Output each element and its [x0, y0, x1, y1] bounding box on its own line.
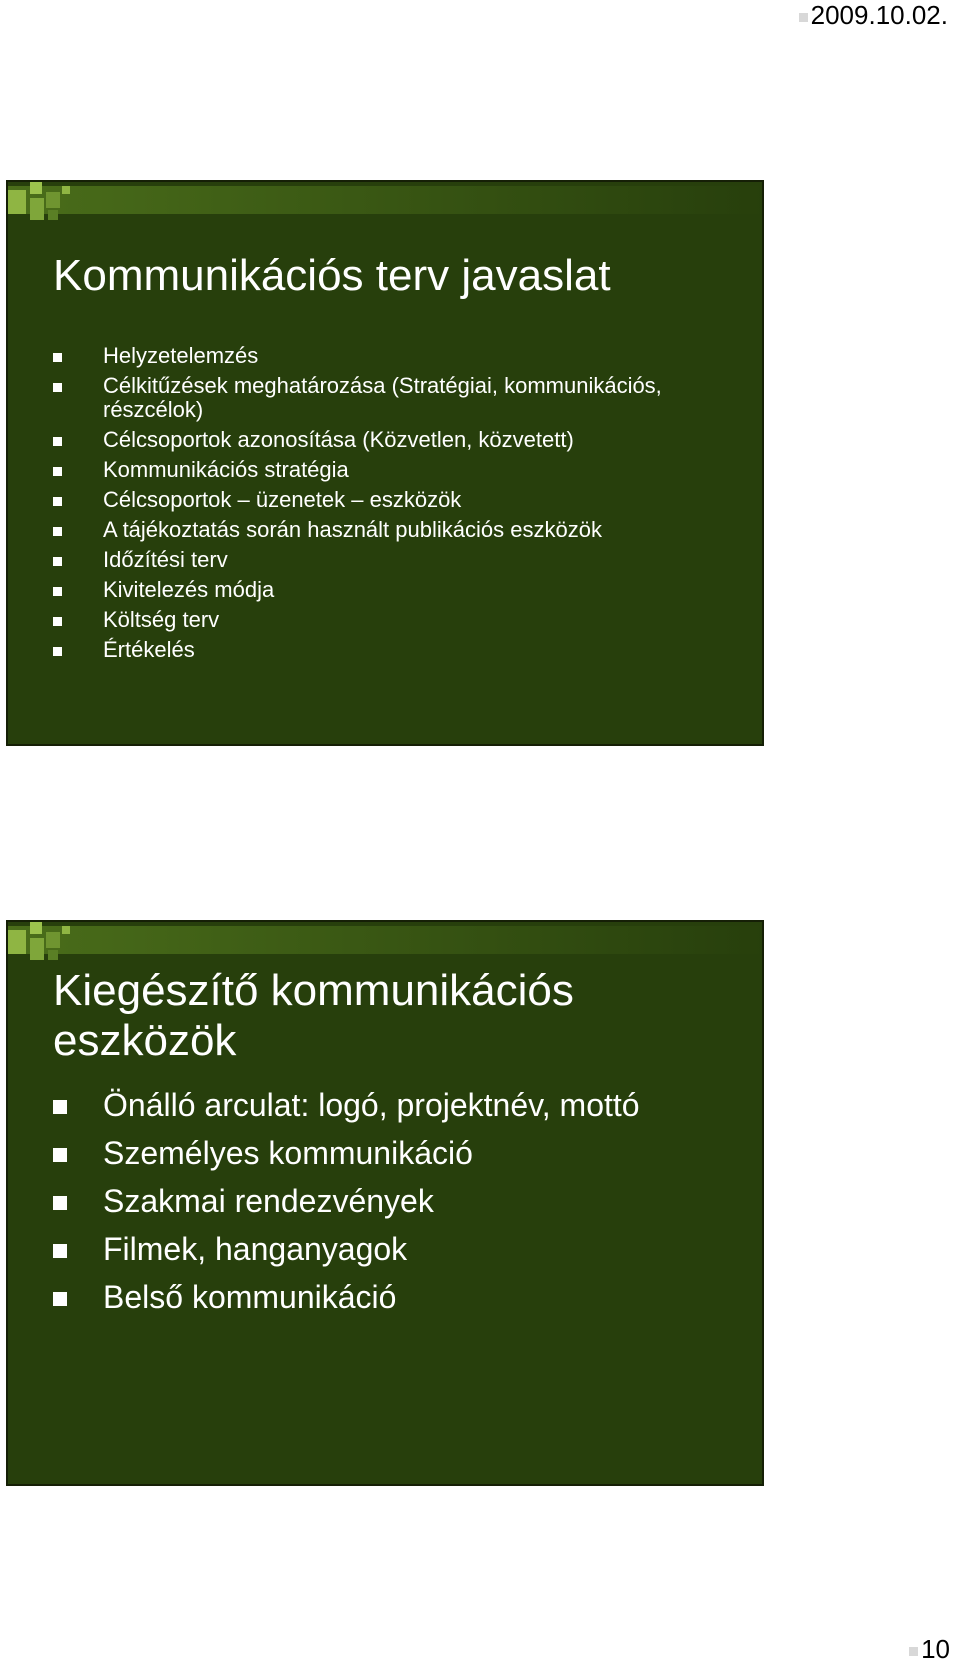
- square-bullet-icon: [53, 1100, 67, 1114]
- list-item: Kommunikációs stratégia: [53, 458, 743, 482]
- slide-title-line-1: Kiegészítő kommunikációs: [53, 966, 574, 1015]
- list-item: Személyes kommunikáció: [53, 1135, 753, 1171]
- slide-title: [53, 966, 574, 1066]
- square-bullet-icon: [799, 13, 808, 22]
- square-bullet-icon: [53, 383, 62, 392]
- slide-corner-decoration: [8, 922, 764, 972]
- square-bullet-icon: [909, 1647, 918, 1656]
- list-item: Szakmai rendezvények: [53, 1183, 753, 1219]
- square-bullet-icon: [53, 557, 62, 566]
- square-bullet-icon: [53, 353, 62, 362]
- list-item: Célkitűzések meghatározása (Stratégiai, kommunikációs, részcélok): [53, 374, 743, 422]
- list-item: Belső kommunikáció: [53, 1279, 753, 1315]
- list-item: Költség terv: [53, 608, 743, 632]
- square-bullet-icon: [53, 527, 62, 536]
- square-bullet-icon: [53, 497, 62, 506]
- page-number-text: 10: [921, 1634, 950, 1664]
- square-bullet-icon: [53, 1148, 67, 1162]
- square-bullet-icon: [53, 1292, 67, 1306]
- slide-title-line-2: eszközök: [53, 1016, 237, 1065]
- list-item: Időzítési terv: [53, 548, 743, 572]
- page-number: [909, 1634, 950, 1664]
- list-item: A tájékoztatás során használt publikációs eszközök: [53, 518, 743, 542]
- list-item: Célcsoportok – üzenetek – eszközök: [53, 488, 743, 512]
- list-item: Kivitelezés módja: [53, 578, 743, 602]
- bullet-list: [53, 344, 743, 668]
- list-item: Filmek, hanganyagok: [53, 1231, 753, 1267]
- slide-2: [6, 920, 764, 1486]
- slide-corner-decoration: [8, 182, 764, 232]
- list-item: Célcsoportok azonosítása (Közvetlen, közvetett): [53, 428, 743, 452]
- square-bullet-icon: [53, 467, 62, 476]
- square-bullet-icon: [53, 1244, 67, 1258]
- square-bullet-icon: [53, 617, 62, 626]
- slide-1: [6, 180, 764, 746]
- list-item: Helyzetelemzés: [53, 344, 743, 368]
- list-item: Értékelés: [53, 638, 743, 662]
- page-date: [799, 0, 948, 30]
- bullet-list: [53, 1087, 753, 1327]
- list-item: Önálló arculat: logó, projektnév, mottó: [53, 1087, 753, 1123]
- slide-title: Kommunikációs terv javaslat: [53, 251, 611, 300]
- date-text: 2009.10.02.: [810, 0, 948, 30]
- square-bullet-icon: [53, 587, 62, 596]
- square-bullet-icon: [53, 1196, 67, 1210]
- square-bullet-icon: [53, 647, 62, 656]
- square-bullet-icon: [53, 437, 62, 446]
